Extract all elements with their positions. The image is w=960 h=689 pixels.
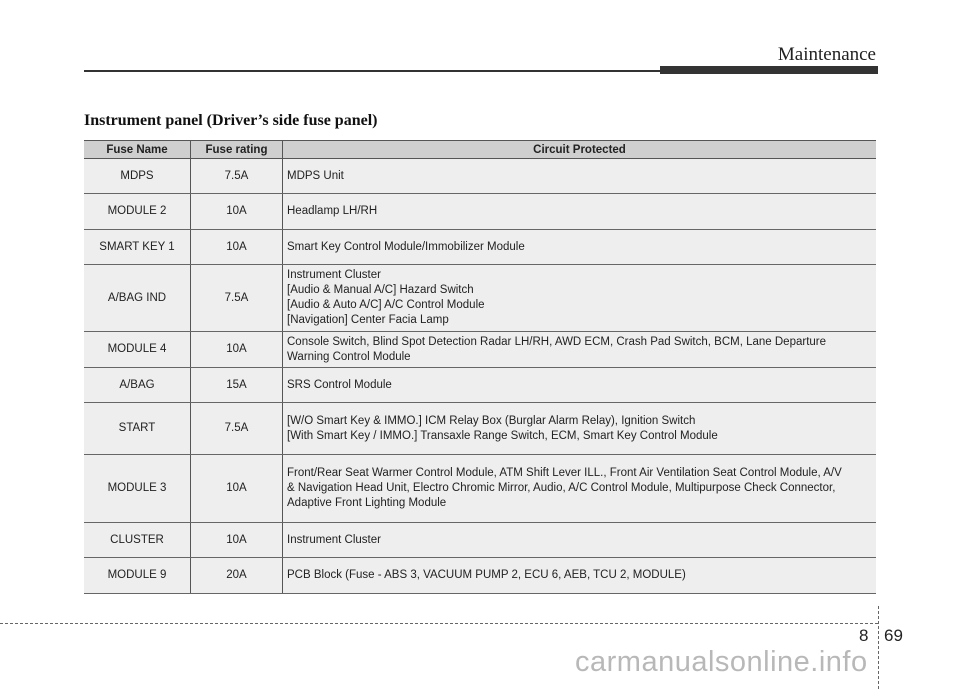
circuit-line: [W/O Smart Key & IMMO.] ICM Relay Box (Burglar Alarm Relay), Ignition Switch bbox=[287, 414, 696, 427]
fuse-name-cell: MODULE 2 bbox=[84, 194, 191, 230]
circuit-line: MDPS Unit bbox=[287, 169, 344, 182]
fuse-name-cell: A/BAG bbox=[84, 368, 191, 403]
column-header-circuit-protected: Circuit Protected bbox=[283, 141, 877, 159]
fuse-rating-cell: 10A bbox=[191, 194, 283, 230]
table-row bbox=[84, 230, 876, 265]
fuse-rating-cell: 10A bbox=[191, 230, 283, 265]
page-number: 69 bbox=[884, 626, 903, 645]
fuse-name-cell: A/BAG IND bbox=[84, 265, 191, 332]
header-rule-thick bbox=[660, 66, 878, 74]
circuit-line: Headlamp LH/RH bbox=[287, 205, 378, 217]
column-header-fuse-rating: Fuse rating bbox=[191, 141, 283, 159]
circuit-line: [With Smart Key / IMMO.] Transaxle Range Switch, ECM, Smart Key Control Module bbox=[287, 429, 718, 442]
table-row bbox=[84, 194, 876, 230]
circuit-line: & Navigation Head Unit, Electro Chromic Mirror, Audio, A/C Control Module, Multipurpose Check Connector, bbox=[287, 482, 836, 494]
fuse-table bbox=[84, 140, 876, 594]
fuse-rating-cell: 10A bbox=[191, 523, 283, 558]
fuse-rating-cell: 10A bbox=[191, 332, 283, 368]
circuit-line: Instrument Cluster bbox=[287, 269, 381, 281]
column-header-fuse-name: Fuse Name bbox=[84, 141, 191, 159]
circuit-protected-cell bbox=[283, 368, 877, 403]
table-row bbox=[84, 523, 876, 558]
circuit-line: [Audio & Auto A/C] A/C Control Module bbox=[287, 299, 485, 311]
circuit-protected-cell bbox=[283, 159, 877, 194]
watermark-text: carmanualsonline.info bbox=[575, 646, 868, 678]
header-rule-thin bbox=[84, 70, 660, 72]
circuit-line: PCB Block (Fuse - ABS 3, VACUUM PUMP 2, ECU 6, AEB, TCU 2, MODULE) bbox=[287, 569, 686, 581]
circuit-line: Instrument Cluster bbox=[287, 533, 381, 546]
table-row bbox=[84, 265, 876, 332]
fuse-name-cell: CLUSTER bbox=[84, 523, 191, 558]
table-row bbox=[84, 368, 876, 403]
section-title: Instrument panel (Driver’s side fuse panel) bbox=[84, 112, 378, 129]
fuse-name-cell: SMART KEY 1 bbox=[84, 230, 191, 265]
circuit-protected-cell bbox=[283, 265, 877, 332]
footer-dashed-rule bbox=[0, 623, 878, 624]
circuit-line: [Navigation] Center Facia Lamp bbox=[287, 314, 449, 326]
fuse-rating-cell: 7.5A bbox=[191, 265, 283, 332]
circuit-line: Front/Rear Seat Warmer Control Module, ATM Shift Lever ILL., Front Air Ventilation Seat Control Module, A/V bbox=[287, 467, 842, 479]
circuit-line: Console Switch, Blind Spot Detection Radar LH/RH, AWD ECM, Crash Pad Switch, BCM, Lane Departure bbox=[287, 335, 827, 348]
table-row bbox=[84, 159, 876, 194]
circuit-protected-cell bbox=[283, 558, 877, 594]
chapter-number: 8 bbox=[859, 626, 869, 645]
table-row bbox=[84, 403, 876, 455]
fuse-rating-cell: 7.5A bbox=[191, 159, 283, 194]
circuit-line: Warning Control Module bbox=[287, 350, 411, 363]
circuit-line: [Audio & Manual A/C] Hazard Switch bbox=[287, 284, 474, 296]
circuit-protected-cell bbox=[283, 455, 877, 523]
page-header-title: Maintenance bbox=[777, 44, 876, 65]
table-row bbox=[84, 455, 876, 523]
circuit-line: Smart Key Control Module/Immobilizer Module bbox=[287, 240, 525, 253]
fuse-rating-cell: 10A bbox=[191, 455, 283, 523]
fuse-name-cell: MDPS bbox=[84, 159, 191, 194]
footer-dashed-divider bbox=[878, 606, 879, 689]
fuse-rating-cell: 20A bbox=[191, 558, 283, 594]
table-row bbox=[84, 332, 876, 368]
fuse-name-cell: MODULE 4 bbox=[84, 332, 191, 368]
fuse-name-cell: MODULE 3 bbox=[84, 455, 191, 523]
circuit-protected-cell bbox=[283, 230, 877, 265]
fuse-name-cell: START bbox=[84, 403, 191, 455]
fuse-rating-cell: 7.5A bbox=[191, 403, 283, 455]
circuit-protected-cell bbox=[283, 194, 877, 230]
circuit-line: Adaptive Front Lighting Module bbox=[287, 497, 447, 509]
fuse-name-cell: MODULE 9 bbox=[84, 558, 191, 594]
circuit-protected-cell bbox=[283, 523, 877, 558]
circuit-line: SRS Control Module bbox=[287, 378, 392, 391]
circuit-protected-cell bbox=[283, 332, 877, 368]
fuse-table-body bbox=[84, 159, 876, 594]
fuse-rating-cell: 15A bbox=[191, 368, 283, 403]
table-header-row bbox=[84, 141, 876, 159]
table-row bbox=[84, 558, 876, 594]
circuit-protected-cell bbox=[283, 403, 877, 455]
